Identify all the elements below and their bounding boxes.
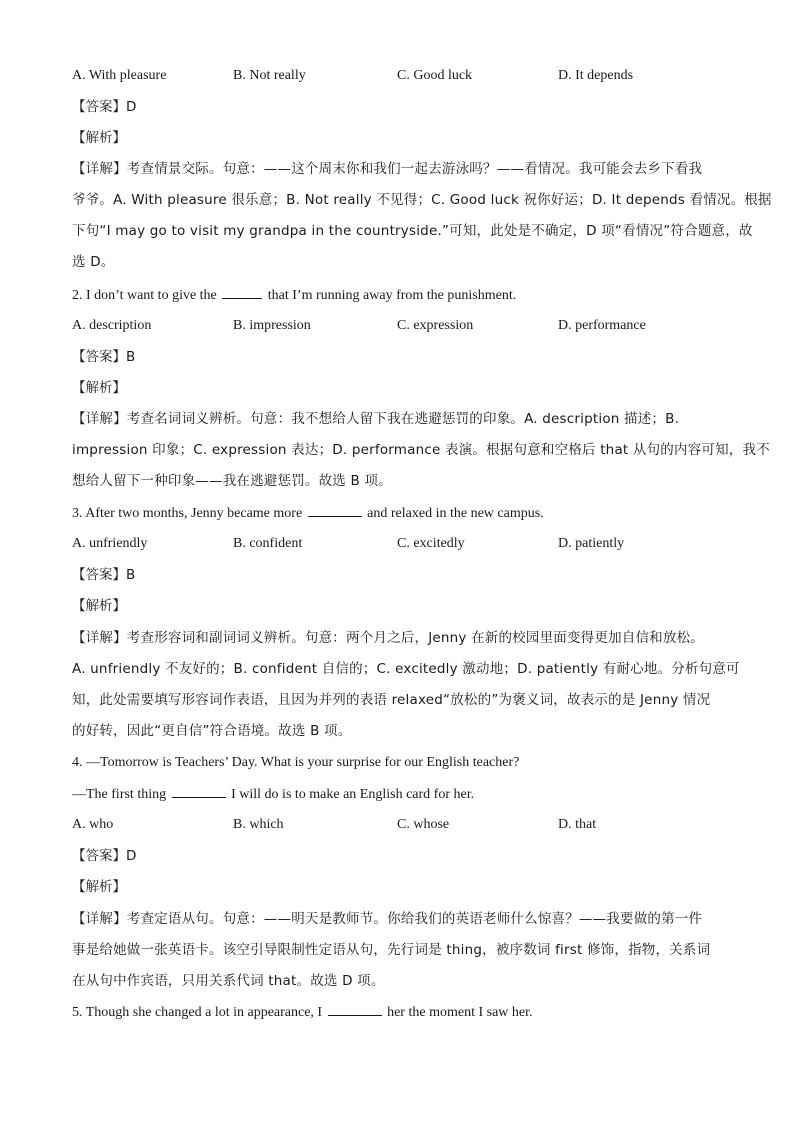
q2-analysis-label: 【解析】 (72, 380, 126, 396)
q2-answer: 【答案】B (72, 349, 136, 365)
q2-option-b: B. impression (233, 318, 311, 333)
q1-detail-line: 下句“I may go to visit my grandpa in the countryside.”可知，此处是不确定，D 项“看情况”符合题意，故 (72, 223, 753, 239)
q1-answer: 【答案】D (72, 99, 137, 115)
q1-option-c: C. Good luck (397, 68, 473, 83)
q4-detail-line: 在从句中作宾语，只用关系代词 that。故选 D 项。 (72, 973, 385, 989)
q3-option-b: B. confident (233, 536, 303, 551)
q2-detail-line: 【详解】考查名词词义辨析。句意：我不想给人留下我在逃避惩罚的印象。A. description 描述；B. (72, 411, 680, 427)
q2-detail-line: 想给人留下一种印象——我在逃避惩罚。故选 B 项。 (72, 473, 392, 489)
q1-detail-line: 选 D。 (72, 254, 115, 270)
q1-detail-line: 【详解】考查情景交际。句意：——这个周末你和我们一起去游泳吗？——看情况。我可能会去乡下看我 (72, 161, 703, 177)
q2-stem-after: that I’m running away from the punishment. (267, 288, 517, 303)
q1-option-b: B. Not really (233, 68, 306, 83)
q4-option-a: A. who (72, 817, 114, 832)
q2-option-a: A. description (72, 318, 152, 333)
q3-blank (308, 503, 362, 517)
q4-answer: 【答案】D (72, 848, 137, 864)
q4-detail-line: 【详解】考查定语从句。句意：——明天是教师节。你给我们的英语老师什么惊喜？——我要做的第一件 (72, 911, 703, 927)
q3-detail-line: 【详解】考查形容词和副词词义辨析。句意：两个月之后，Jenny 在新的校园里面变得更加自信和放松。 (72, 630, 704, 646)
q2-stem-before: 2. I don’t want to give the (72, 288, 217, 303)
q4-option-d: D. that (558, 817, 597, 832)
q3-analysis-label: 【解析】 (72, 598, 126, 614)
q2-option-d: D. performance (558, 318, 646, 333)
q4-analysis-label: 【解析】 (72, 879, 126, 895)
q3-stem-before: 3. After two months, Jenny became more (72, 506, 303, 521)
q1-option-a: A. With pleasure (72, 68, 167, 83)
q3-detail-line: A. unfriendly 不友好的；B. confident 自信的；C. excitedly 激动地；D. patiently 有耐心地。分析句意可 (72, 661, 740, 677)
q3-stem (72, 503, 724, 524)
q4-option-c: C. whose (397, 817, 450, 832)
q3-detail-line: 知，此处需要填写形容词作表语，且因为并列的表语 relaxed“放松的”为褒义词，故表示的是 Jenny 情况 (72, 692, 711, 708)
q1-analysis-label: 【解析】 (72, 130, 126, 146)
q2-option-c: C. expression (397, 318, 474, 333)
q2-stem (72, 285, 724, 306)
q5-stem (72, 1002, 724, 1023)
q4-stem-after: I will do is to make an English card for her. (231, 787, 475, 802)
q5-stem-after: her the moment I saw her. (387, 1005, 533, 1020)
q4-blank (172, 784, 226, 798)
q5-stem-before: 5. Though she changed a lot in appearance, I (72, 1005, 323, 1020)
q3-option-a: A. unfriendly (72, 536, 148, 551)
q3-answer: 【答案】B (72, 567, 136, 583)
q3-option-c: C. excitedly (397, 536, 465, 551)
q4-detail-line: 事是给她做一张英语卡。该空引导限制性定语从句，先行词是 thing，被序数词 first 修饰，指物，关系词 (72, 942, 711, 958)
q3-detail-line: 的好转，因此“更自信”符合语境。故选 B 项。 (72, 723, 352, 739)
q3-option-d: D. patiently (558, 536, 625, 551)
q4-option-b: B. which (233, 817, 284, 832)
q2-blank (222, 285, 262, 299)
q3-stem-after: and relaxed in the new campus. (367, 506, 544, 521)
q5-blank (328, 1002, 382, 1016)
q1-option-d: D. It depends (558, 68, 634, 83)
q1-detail-line: 爷爷。A. With pleasure 很乐意；B. Not really 不见得；C. Good luck 祝你好运；D. It depends 看情况。根据 (72, 192, 772, 208)
q2-detail-line: impression 印象；C. expression 表达；D. performance 表演。根据句意和空格后 that 从句的内容可知，我不 (72, 442, 770, 458)
q4-stem-line2 (72, 784, 724, 805)
q4-stem-line1: 4. —Tomorrow is Teachers’ Day. What is your surprise for our English teacher? (72, 755, 520, 770)
q4-stem-before: —The first thing (72, 787, 167, 802)
